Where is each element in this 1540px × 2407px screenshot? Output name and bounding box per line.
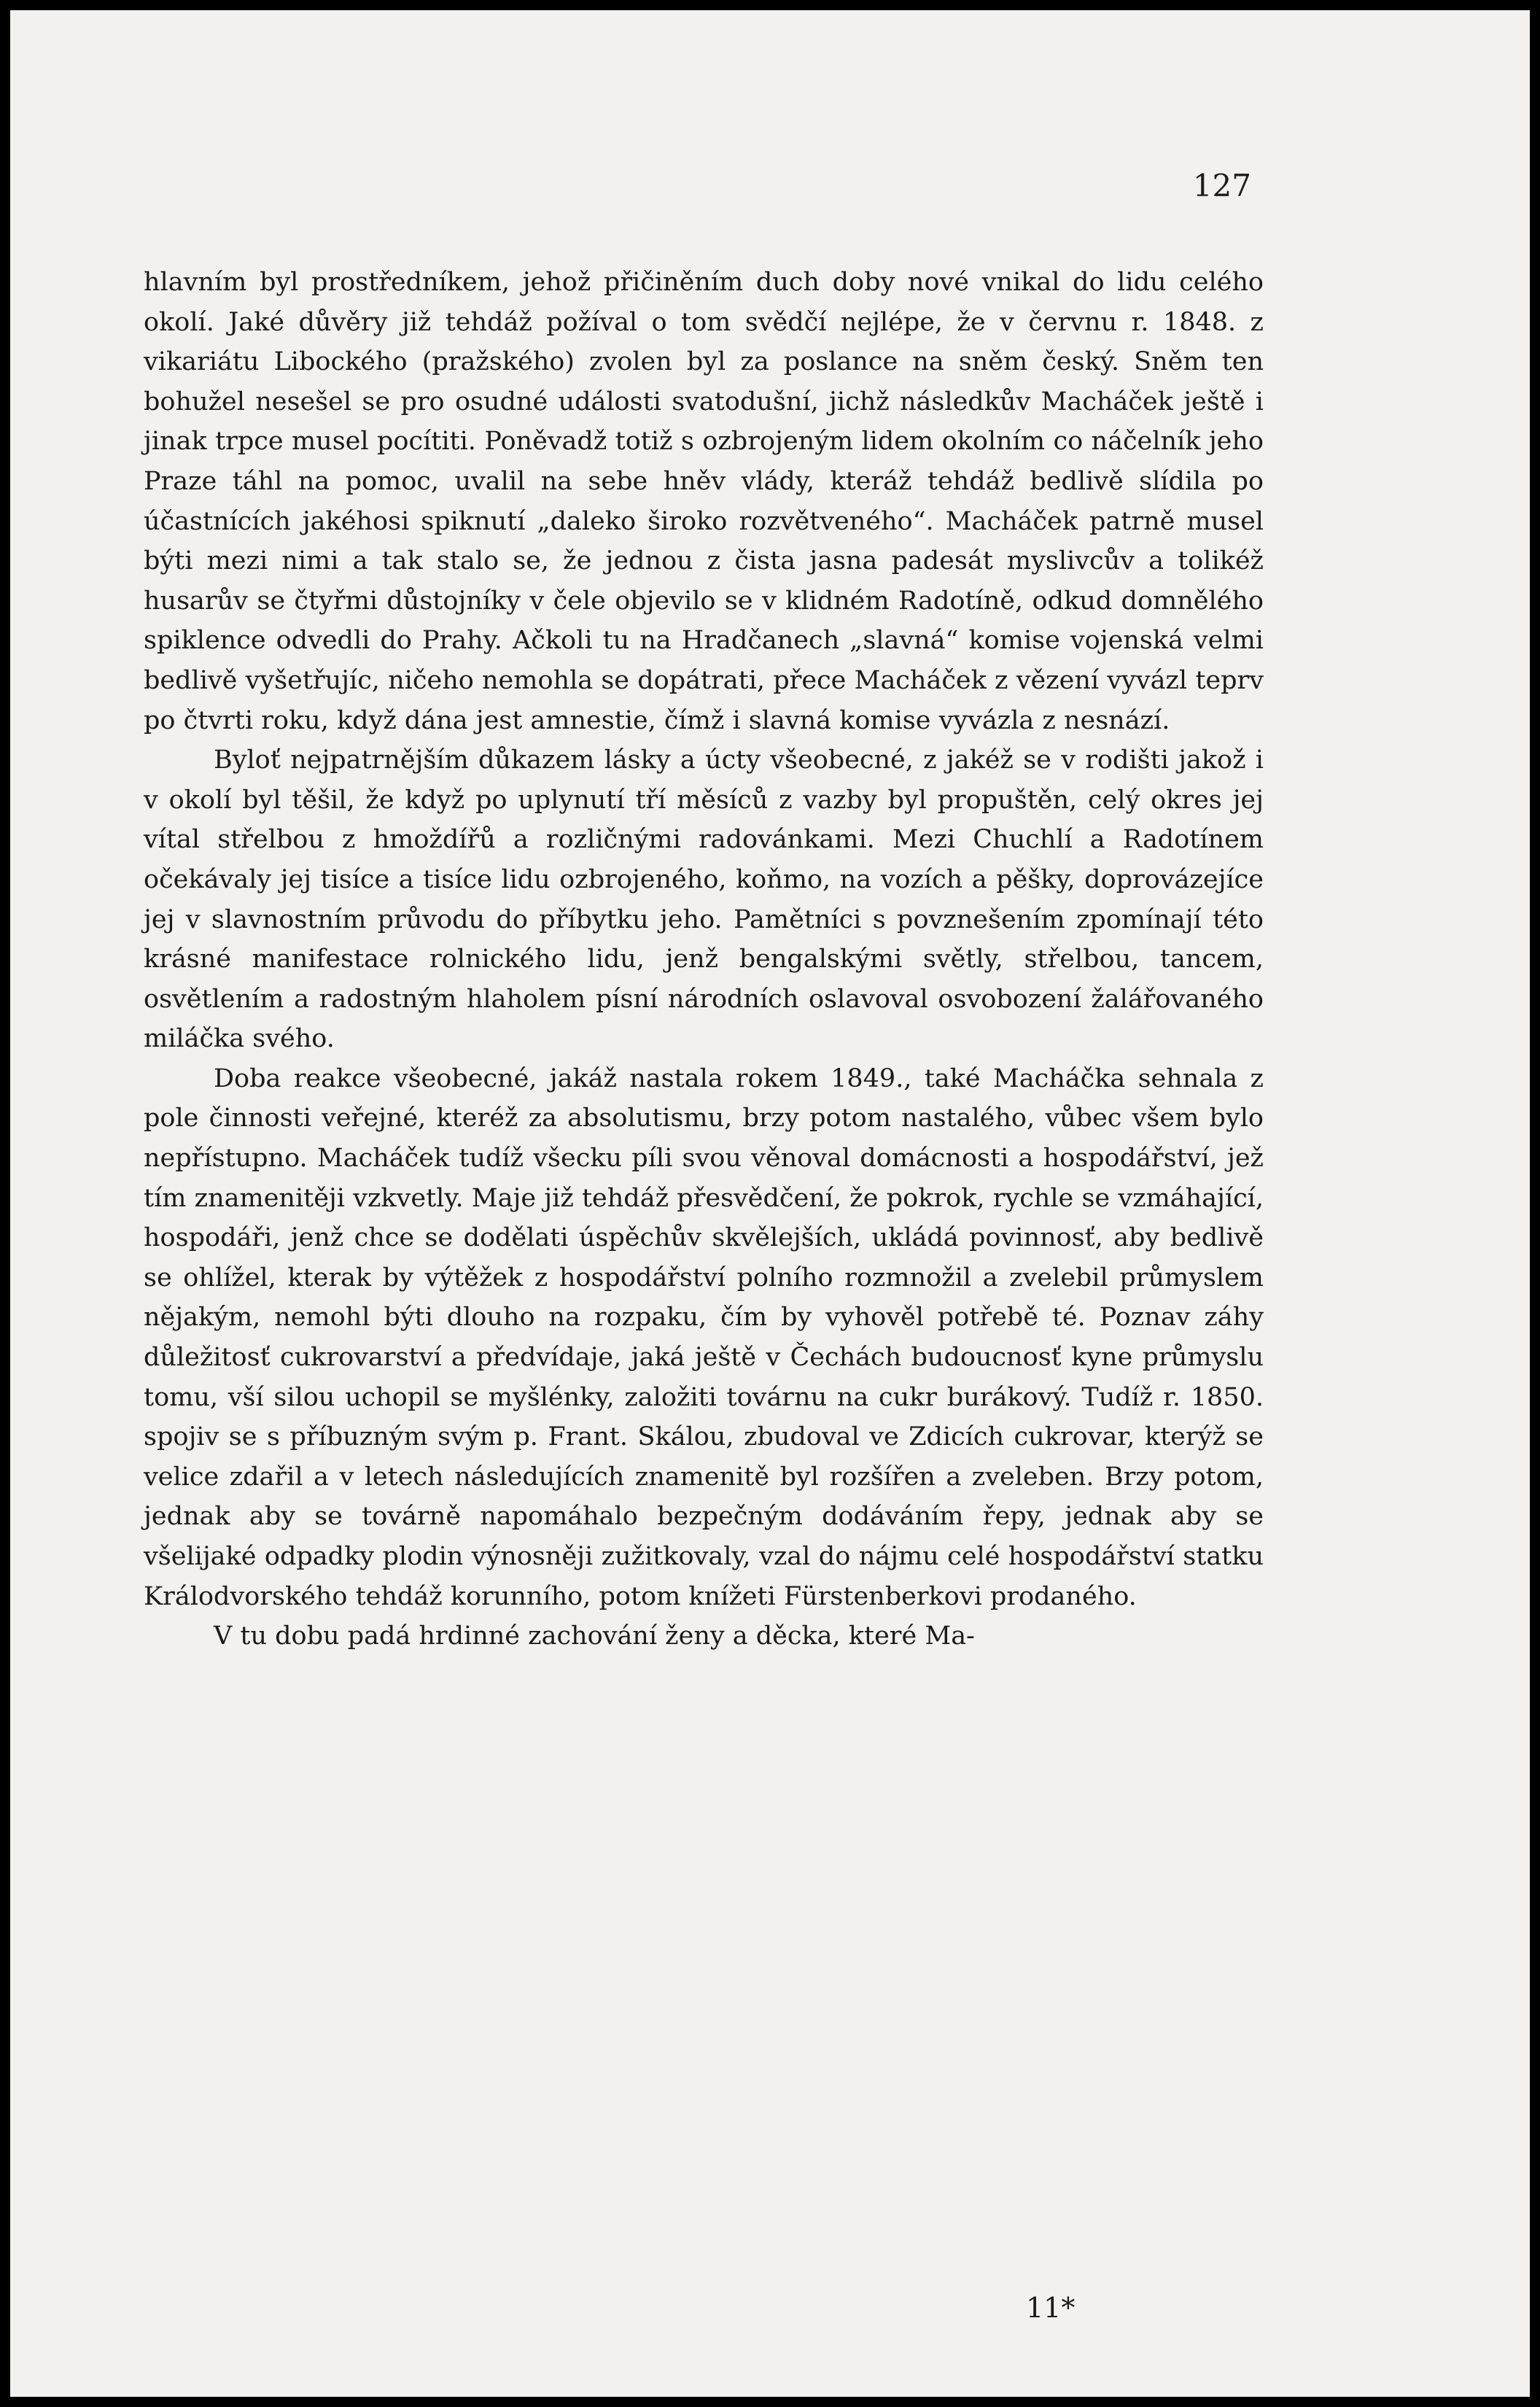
page-number: 127 [1192, 168, 1251, 204]
paragraph: hlavním byl prostředníkem, jehož přičiněním duch doby nové vnikal do lidu celého okolí. Jaké důvěry již tehdáž požíval o tom svědčí nejlépe, že v červnu r. 1848. z vikariátu Libockého (pražského) zvolen byl za poslance na sněm český. Sněm ten bohužel nesešel se pro osudné události svatodušní, jichž následkův Macháček ještě i jinak trpce musel pocítiti. Poněvadž totiž s ozbrojeným lidem okolním co náčelník jeho Praze táhl na pomoc, uvalil na sebe hněv vlády, kteráž tehdáž bedlivě slídila po účastnících jakéhosi spiknutí „daleko široko rozvětveného“. Macháček patrně musel býti mezi nimi a tak stalo se, že jednou z čista jasna padesát myslivcův a tolikéž husarův se čtyřmi důstojníky v čele objevilo se v klidném Radotíně, odkud domnělého spiklence odvedli do Prahy. Ačkoli tu na Hradčanech „slavná“ komise vojenská velmi bedlivě vyšetřujíc, ničeho nemohla se dopátrati, přece Macháček z vězení vyvázl teprv po čtvrti roku, když dána jest amnestie, čímž i slavná komise vyvázla z nesnází. [144, 268, 1264, 735]
paragraph: V tu dobu padá hrdinné zachování ženy a děcka, které Ma- [214, 1621, 975, 1651]
body-text [144, 263, 1264, 1656]
paragraph: Doba reakce všeobecné, jakáž nastala rokem 1849., také Macháčka sehnala z pole činnosti veřejné, kteréž za absolutismu, brzy potom nastalého, vůbec všem bylo nepřístupno. Macháček tudíž všecku píli svou věnoval domácnosti a hospodářství, jež tím znamenitěji vzkvetly. Maje již tehdáž přesvědčení, že pokrok, rychle se vzmáhající, hospodáři, jenž chce se dodělati úspěchův skvělejších, ukládá povinnosť, aby bedlivě se ohlížel, kterak by výtěžek z hospodářství polního rozmnožil a zvelebil průmyslem nějakým, nemohl býti dlouho na rozpaku, čím by vyhověl potřebě té. Poznav záhy důležitosť cukrovarství a předvídaje, jaká ještě v Čechách budoucnosť kyne průmyslu tomu, vší silou uchopil se myšlénky, založiti továrnu na cukr burákový. Tudíž r. 1850. spojiv se s příbuzným svým p. Frant. Skálou, zbudoval ve Zdicích cukrovar, kterýž se velice zdařil a v letech následujících znamenitě byl rozšířen a zveleben. Brzy potom, jednak aby se továrně napomáhalo bezpečným dodáváním řepy, jednak aby se všelijaké odpadky plodin výnosněji zužitkovaly, vzal do nájmu celé hospodářství statku Králodvorského tehdáž korunního, potom knížeti Fürstenberkovi prodaného. [144, 1063, 1264, 1611]
book-page [10, 10, 1530, 2397]
paragraph: Byloť nejpatrnějším důkazem lásky a úcty všeobecné, z jakéž se v rodišti jakož i v okolí byl těšil, že když po uplynutí tří měsíců z vazby byl propuštěn, celý okres jej vítal střelbou z hmoždířů a rozličnými radovánkami. Mezi Chuchlí a Radotínem očekávaly jej tisíce a tisíce lidu ozbrojeného, koňmo, na vozích a pěšky, doprovázejíce jej v slavnostním průvodu do příbytku jeho. Pamětníci s povznešením zpomínají této krásné manifestace rolnického lidu, jenž bengalskými světly, střelbou, tancem, osvětlením a radostným hlaholem písní národních oslavoval osvobození žalářovaného miláčka svého. [144, 745, 1264, 1054]
signature-mark: 11* [1026, 2292, 1076, 2324]
